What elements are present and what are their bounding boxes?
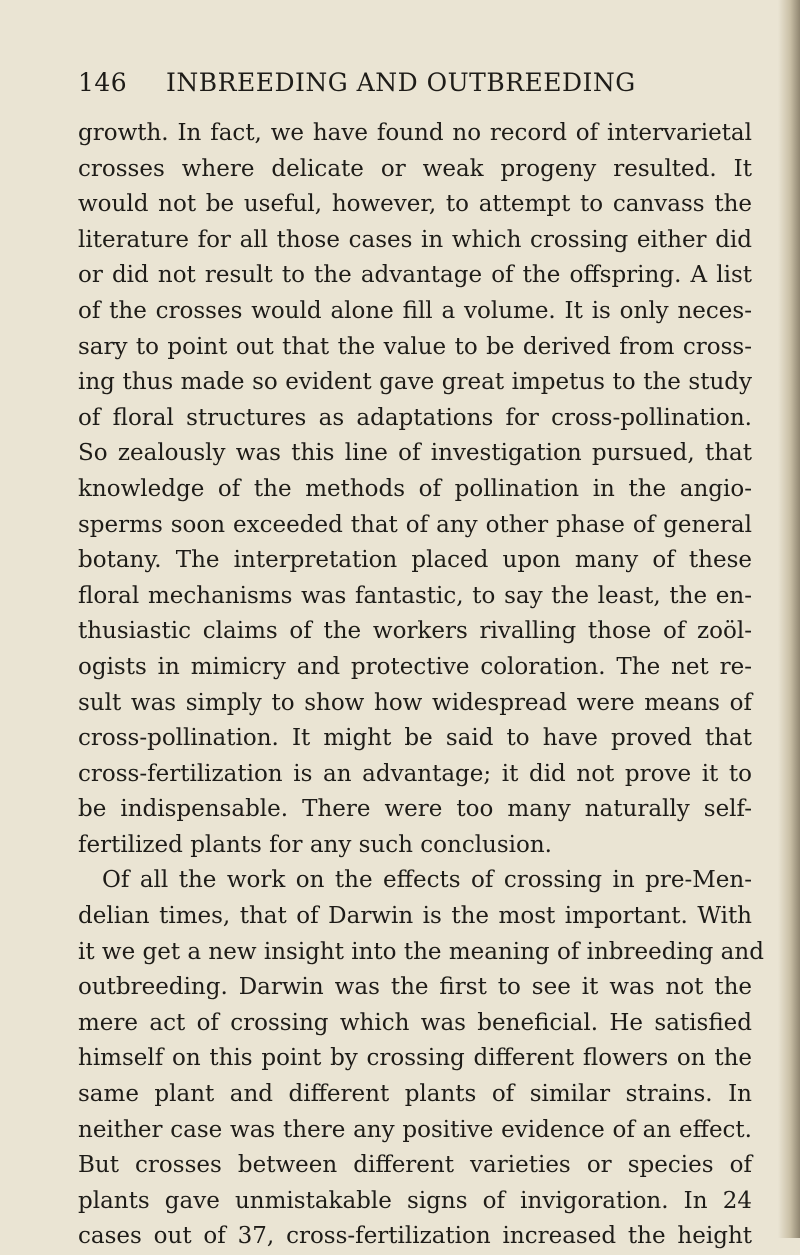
text-line: literature for all those cases in which crossing either did — [78, 226, 752, 253]
text-line: But crosses between different varieties or species of — [78, 1152, 752, 1179]
text-line: or did not result to the advantage of the offspring. A list — [78, 262, 752, 289]
text-line: botany. The interpretation placed upon many of these — [78, 547, 752, 574]
text-line: cross-pollination. It might be said to have proved that — [78, 725, 752, 752]
text-line: ing thus made so evident gave great impetus to the study — [78, 369, 752, 396]
text-line: crosses where delicate or weak progeny resulted. It — [78, 155, 752, 182]
text-line: of floral structures as adaptations for cross-pollination. — [78, 404, 752, 431]
text-line: knowledge of the methods of pollination in the angio- — [78, 475, 752, 502]
text-line: of the crosses would alone fill a volume. It is only neces- — [78, 297, 752, 324]
running-title: INBREEDING AND OUTBREEDING — [166, 68, 636, 97]
text-line: delian times, that of Darwin is the most important. With — [78, 903, 752, 930]
page-edge-shadow — [778, 0, 800, 1238]
text-line: mere act of crossing which was beneficial. He satisfied — [78, 1009, 752, 1036]
page-number: 146 — [78, 68, 128, 97]
text-line: cross-fertilization is an advantage; it did not prove it to — [78, 760, 752, 787]
text-line: be indispensable. There were too many naturally self- — [78, 796, 752, 823]
text-line: ogists in mimicry and protective coloration. The net re- — [78, 653, 752, 680]
paragraph-end-line: fertilized plants for any such conclusion. — [78, 831, 552, 858]
text-line: thusiastic claims of the workers rivalling those of zoöl- — [78, 618, 752, 645]
text-line: same plant and different plants of similar strains. In — [78, 1081, 752, 1108]
paragraph-start-line: Of all the work on the effects of crossing in pre-Men- — [102, 867, 752, 894]
body-text — [78, 116, 764, 1255]
text-line: So zealously was this line of investigation pursued, that — [78, 440, 752, 467]
text-line: neither case was there any positive evidence of an effect. — [78, 1116, 752, 1143]
text-line: plants gave unmistakable signs of invigoration. In 24 — [78, 1187, 752, 1214]
text-line: growth. In fact, we have found no record of intervarietal — [78, 120, 752, 146]
text-line: sperms soon exceeded that of any other phase of general — [78, 511, 752, 538]
text-line: sult was simply to show how widespread were means of — [78, 689, 752, 716]
text-line: would not be useful, however, to attempt to canvass the — [78, 191, 752, 218]
text-line: sary to point out that the value to be derived from cross- — [78, 333, 752, 360]
text-line: floral mechanisms was fantastic, to say the least, the en- — [78, 582, 752, 609]
text-line: it we get a new insight into the meaning of inbreeding and — [78, 938, 764, 965]
text-line: outbreeding. Darwin was the first to see it was not the — [78, 974, 752, 1001]
text-line: himself on this point by crossing different flowers on the — [78, 1045, 752, 1072]
running-header — [78, 68, 658, 97]
text-line: cases out of 37, cross-fertilization increased the height — [78, 1223, 752, 1250]
